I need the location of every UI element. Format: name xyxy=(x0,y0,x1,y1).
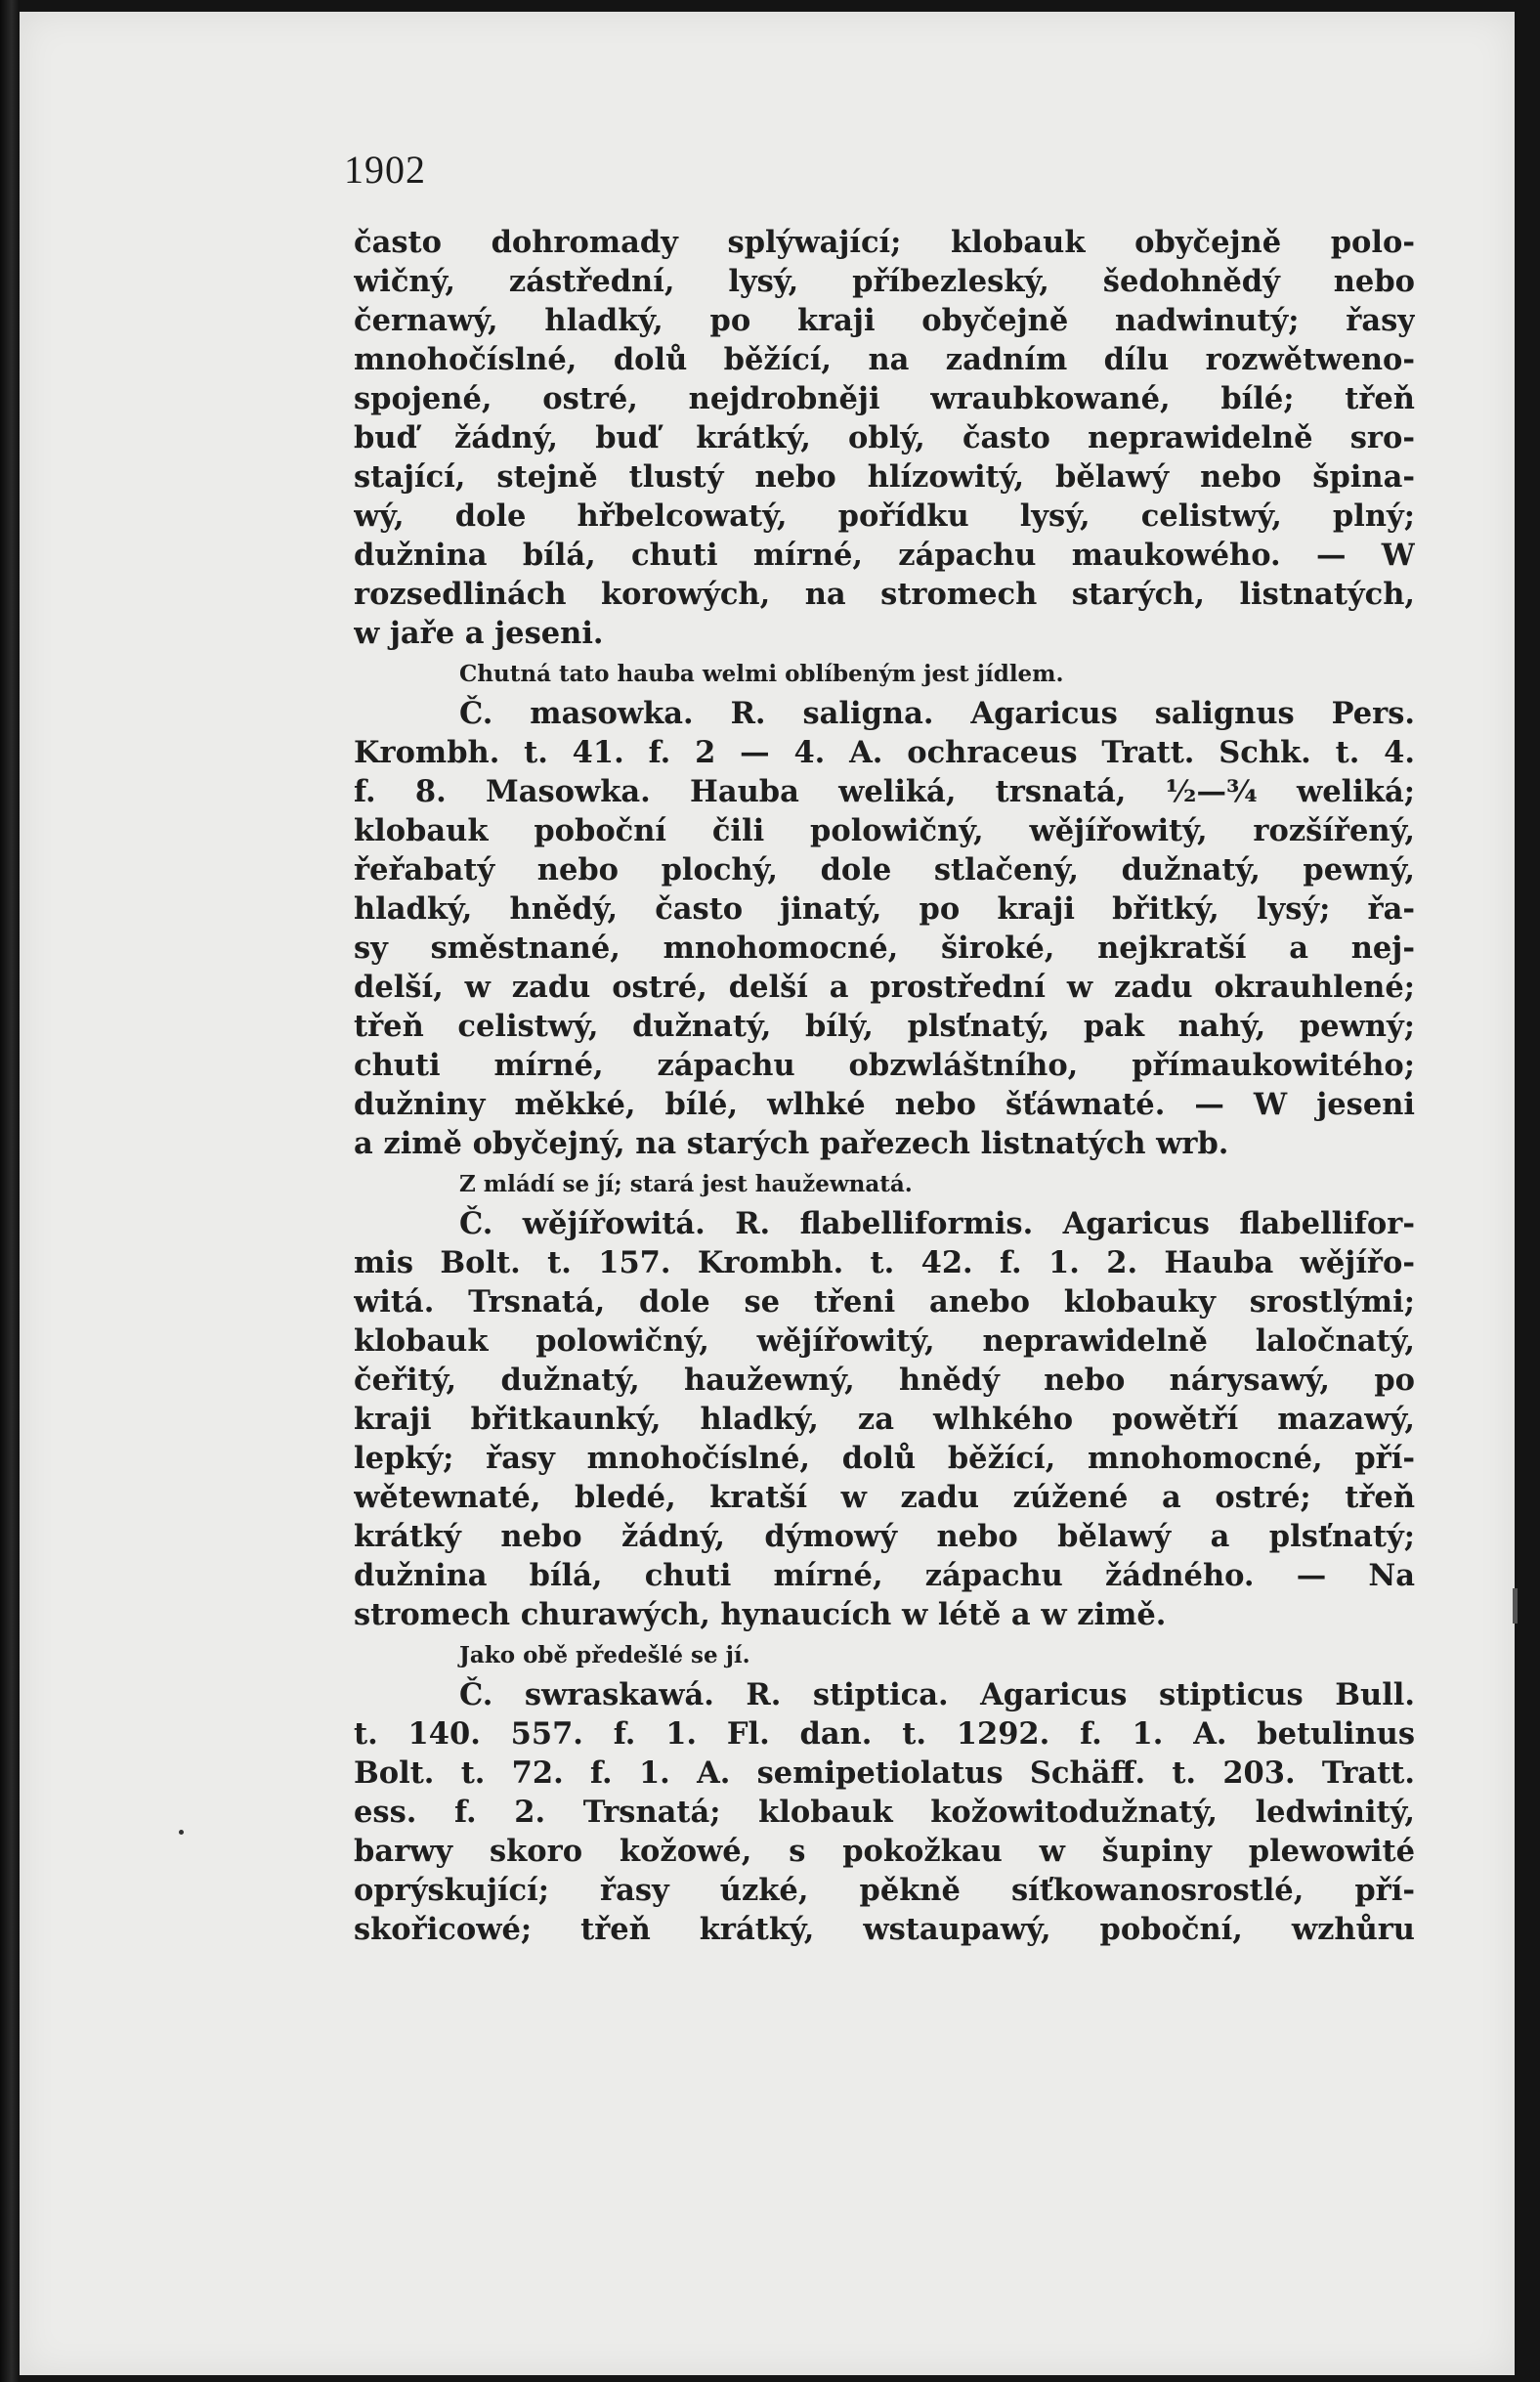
text-line: řeřabatý nebo plochý, dole stlačený, dužnatý, pewný, xyxy=(354,852,1415,888)
text-line: čeřitý, dužnatý, haužewný, hnědý nebo nárysawý, po xyxy=(354,1363,1415,1398)
text-line: sy směstnané, mnohomocné, široké, nejkratší a nej- xyxy=(354,931,1415,966)
text-line: chuti mírné, zápachu obzwláštního, přímaukowitého; xyxy=(354,1048,1415,1083)
text-line: wětewnaté, bledé, kratší w zadu zúžené a ostré; třeň xyxy=(354,1480,1415,1515)
margin-mark xyxy=(1513,1588,1518,1624)
text-line: stající, stejně tlustý nebo hlízowitý, bělawý nebo špina- xyxy=(354,459,1415,495)
note-line: Jako obě předešlé se jí. xyxy=(459,1642,750,1668)
note-line: Z mládí se jí; stará jest haužewnatá. xyxy=(459,1171,913,1197)
text-line: t. 140. 557. f. 1. Fl. dan. t. 1292. f. 1. A. betulinus xyxy=(354,1716,1415,1752)
text-line: ess. f. 2. Trsnatá; klobauk kožowitodužnatý, ledwinitý, xyxy=(354,1795,1415,1830)
text-line: stromech churawých, hynaucích w létě a w zimě. xyxy=(354,1597,1167,1632)
text-line: spojené, ostré, nejdrobněji wraubkowané, bílé; třeň xyxy=(354,381,1415,416)
text-line: witá. Trsnatá, dole se třeni anebo klobauky srostlými; xyxy=(354,1284,1415,1320)
text-line: Krombh. t. 41. f. 2 — 4. A. ochraceus Tratt. Schk. t. 4. xyxy=(354,735,1415,770)
text-line: dužnina bílá, chuti mírné, zápachu maukowého. — W xyxy=(354,538,1415,573)
page-number: 1902 xyxy=(344,148,426,192)
text-line: často dohromady splýwající; klobauk obyčejně polo- xyxy=(354,225,1415,260)
text-line: a zimě obyčejný, na starých pařezech listnatých wrb. xyxy=(354,1126,1229,1161)
text-line: dužniny měkké, bílé, wlhké nebo šťáwnaté. — W jeseni xyxy=(354,1087,1415,1122)
text-line: wý, dole hřbelcowatý, pořídku lysý, celistwý, plný; xyxy=(354,498,1415,534)
text-line: klobauk polowičný, wějířowitý, neprawidelně laločnatý, xyxy=(354,1323,1415,1359)
note-line: Chutná tato hauba welmi oblíbeným jest jídlem. xyxy=(459,661,1064,687)
text-line: Č. wějířowitá. R. flabelliformis. Agaricus flabellifor- xyxy=(459,1206,1415,1241)
ink-speck xyxy=(179,1830,184,1835)
text-line: w jaře a jeseni. xyxy=(354,616,604,651)
text-line: třeň celistwý, dužnatý, bílý, plsťnatý, pak nahý, pewný; xyxy=(354,1009,1415,1044)
text-line: rozsedlinách korowých, na stromech starých, listnatých, xyxy=(354,577,1415,612)
text-line: f. 8. Masowka. Hauba weliká, trsnatá, ½—¾ weliká; xyxy=(354,774,1415,809)
body-text xyxy=(354,223,1415,1949)
text-line: barwy skoro kožowé, s pokožkau w šupiny plewowité xyxy=(354,1834,1415,1869)
text-line: Č. swraskawá. R. stiptica. Agaricus stipticus Bull. xyxy=(459,1677,1415,1712)
text-line: černawý, hladký, po kraji obyčejně nadwinutý; řasy xyxy=(354,303,1415,338)
text-line: delší, w zadu ostré, delší a prostřední w zadu okrauhlené; xyxy=(354,970,1415,1005)
text-line: skořicowé; třeň krátký, wstaupawý, poboční, wzhůru xyxy=(354,1912,1415,1947)
text-line: mnohočíslné, dolů běžící, na zadním dílu rozwětweno- xyxy=(354,342,1415,377)
text-line: Bolt. t. 72. f. 1. A. semipetiolatus Schäff. t. 203. Tratt. xyxy=(354,1755,1415,1791)
scan-binding-edge xyxy=(0,0,20,2382)
text-line: krátký nebo žádný, dýmowý nebo bělawý a plsťnatý; xyxy=(354,1519,1415,1554)
text-line: mis Bolt. t. 157. Krombh. t. 42. f. 1. 2. Hauba wějířo- xyxy=(354,1245,1415,1280)
text-line: wičný, zástřední, lysý, příbezleský, šedohnědý nebo xyxy=(354,264,1415,299)
text-line: dužnina bílá, chuti mírné, zápachu žádného. — Na xyxy=(354,1558,1415,1593)
text-line: oprýskující; řasy úzké, pěkně síťkowanosrostlé, pří- xyxy=(354,1873,1415,1908)
text-line: hladký, hnědý, často jinatý, po kraji břitký, lysý; řa- xyxy=(354,891,1415,927)
text-line: lepký; řasy mnohočíslné, dolů běžící, mnohomocné, pří- xyxy=(354,1441,1415,1476)
text-line: Č. masowka. R. saligna. Agaricus salignus Pers. xyxy=(459,696,1415,731)
text-line: buď žádný, buď krátký, oblý, často neprawidelně sro- xyxy=(354,420,1415,455)
text-line: klobauk poboční čili polowičný, wějířowitý, rozšířený, xyxy=(354,813,1415,848)
text-line: kraji břitkaunký, hladký, za wlhkého powětří mazawý, xyxy=(354,1402,1415,1437)
